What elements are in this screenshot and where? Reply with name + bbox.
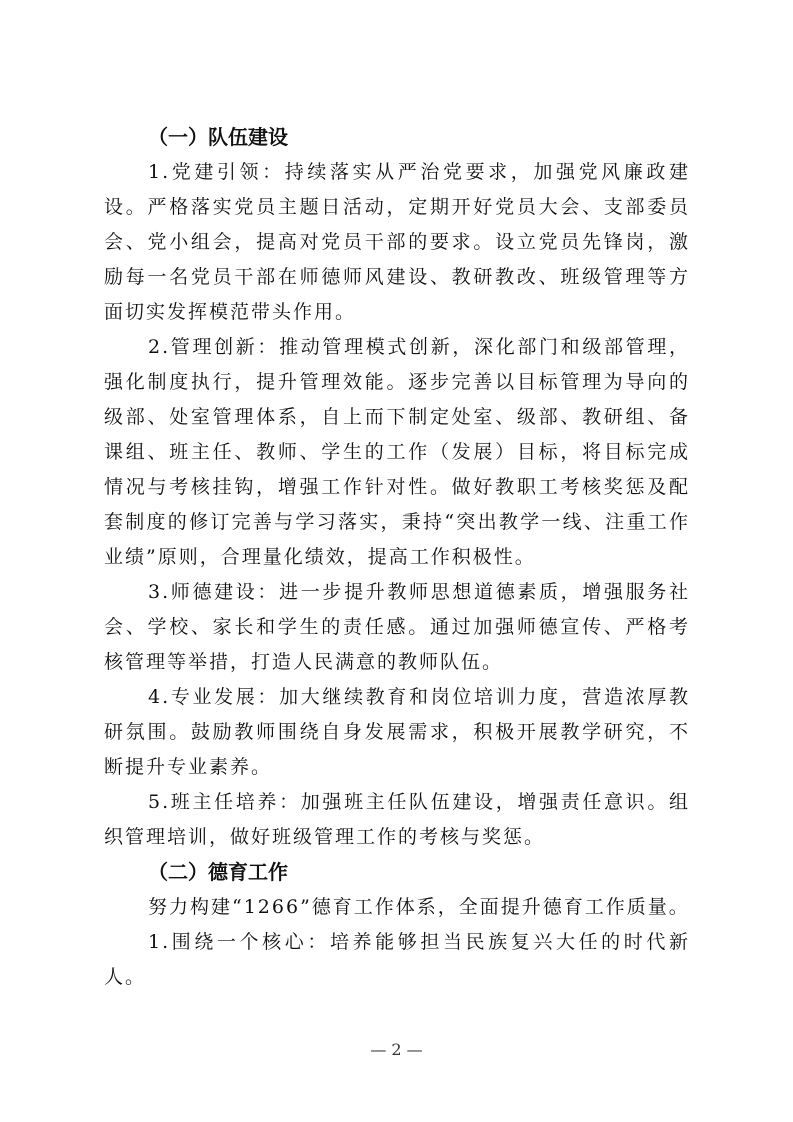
paragraph-teacher-ethics: 3.师德建设：进一步提升教师思想道德素质，增强服务社会、学校、家长和学生的责任感。通过加强师德宣传、严格考核管理等举措，打造人民满意的教师队伍。 xyxy=(104,581,690,673)
document-body xyxy=(104,120,690,995)
paragraph-head-teacher-training: 5.班主任培养：加强班主任队伍建设，增强责任意识。组织管理培训，做好班级管理工作的考核与奖惩。 xyxy=(104,791,690,848)
paragraph-professional-development: 4.专业发展：加大继续教育和岗位培训力度，营造浓厚教研氛围。鼓励教师围绕自身发展需求，积极开展教学研究，不断提升专业素养。 xyxy=(104,686,690,778)
page-number: — 2 — xyxy=(370,1040,423,1059)
paragraph-moral-system: 努力构建“1266”德育工作体系，全面提升德育工作质量。 xyxy=(148,896,690,918)
section-heading-moral-education: （二）德育工作 xyxy=(148,860,288,884)
paragraph-party-building: 1.党建引领：持续落实从严治党要求，加强党风廉政建设。严格落实党员主题日活动，定期开好党员大会、支部委员会、党小组会，提高对党员干部的要求。设立党员先锋岗，激励每一名党员干部在师德师风建设、教研教改、班级管理等方面切实发挥模范带头作用。 xyxy=(104,161,690,323)
paragraph-management-innovation: 2.管理创新：推动管理模式创新，深化部门和级部管理，强化制度执行，提升管理效能。逐步完善以目标管理为导向的级部、处室管理体系，自上而下制定处室、级部、教研组、备课组、班主任、教师、学生的工作（发展）目标，将目标完成情况与考核挂钩，增强工作针对性。做好教职工考核奖惩及配套制度的修订完善与学习落实，秉持“突出教学一线、注重工作业绩”原则，合理量化绩效，提高工作积极性。 xyxy=(104,336,690,568)
paragraph-one-core: 1.围绕一个核心：培养能够担当民族复兴大任的时代新人。 xyxy=(104,931,690,988)
section-heading-team-building: （一）队伍建设 xyxy=(148,125,288,149)
